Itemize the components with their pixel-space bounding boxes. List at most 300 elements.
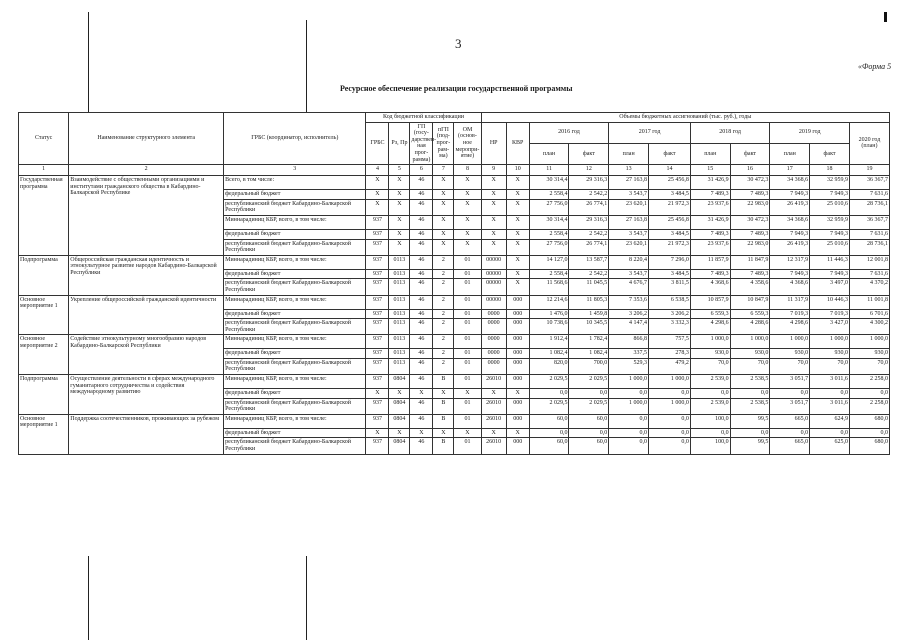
code-cell: 000 [506,414,529,428]
code-cell: X [506,279,529,295]
value-cell: 30 314,4 [529,176,569,190]
code-cell: X [389,389,410,399]
code-cell: 2 [433,255,454,269]
value-cell: 700,0 [569,358,609,374]
header-kbk: Код бюджетной классификации [366,113,481,123]
header-code-kvr: КВР [506,122,529,165]
code-cell: 2 [433,295,454,309]
code-cell: X [389,215,410,229]
value-cell: 10 857,9 [690,295,730,309]
code-cell: X [506,428,529,438]
code-cell: X [433,229,454,239]
code-cell: 000 [506,438,529,454]
value-cell: 30 472,3 [730,176,770,190]
code-cell: X [366,190,389,200]
value-cell: 70,0 [770,358,810,374]
value-cell: 337,5 [609,349,649,359]
code-cell: X [433,199,454,215]
value-cell: 13 587,7 [569,255,609,269]
code-cell: 0804 [389,414,410,428]
column-number: 4 [366,165,389,176]
grbs-cell: республиканский бюджет Кабардино-Балкарской Республики [224,279,366,295]
header-year-2019: 2019 год [770,122,850,143]
value-cell: 7 296,0 [649,255,691,269]
code-cell: X [454,176,481,190]
code-cell: 937 [366,414,389,428]
code-cell: X [433,428,454,438]
value-cell: 25 010,6 [810,199,850,215]
header-code-pgp: пГП (под-прог-рам-ма) [433,122,454,165]
column-number: 7 [433,165,454,176]
value-cell: 2 538,5 [730,398,770,414]
code-cell: X [481,389,506,399]
value-cell: 6 559,3 [690,309,730,319]
value-cell: 22 983,0 [730,239,770,255]
code-cell: 46 [410,309,433,319]
status-cell: Основное мероприятие 1 [19,414,69,454]
code-cell: 46 [410,239,433,255]
code-cell: X [506,176,529,190]
value-cell: 0,0 [649,438,691,454]
resource-table [18,112,890,455]
code-cell: 01 [454,279,481,295]
fold-line-mid [306,20,307,112]
grbs-cell: Миннарадиниц КБР, всего, в том числе: [224,375,366,389]
code-cell: 0113 [389,349,410,359]
value-cell: 1 082,4 [569,349,609,359]
value-cell: 70,0 [730,358,770,374]
code-cell: 000 [506,295,529,309]
value-cell: 1 000,0 [730,335,770,349]
code-cell: 01 [454,309,481,319]
code-cell: 937 [366,239,389,255]
value-cell: 625,0 [810,438,850,454]
status-cell: Подпрограмма [19,255,69,295]
value-cell: 2 542,2 [569,229,609,239]
form-label: «Форма 5 [858,62,892,71]
value-cell: 14 127,0 [529,255,569,269]
value-cell: 11 446,3 [810,255,850,269]
code-cell: 01 [454,349,481,359]
header-fact: факт [569,143,609,164]
value-cell: 26 774,1 [569,199,609,215]
value-cell: 930,0 [810,349,850,359]
element-name-cell: Укрепление общероссийской гражданской идентичности [69,295,224,335]
code-cell: 01 [454,414,481,428]
value-cell: 7 489,3 [690,229,730,239]
code-cell: 01 [454,438,481,454]
value-cell: 930,0 [770,349,810,359]
table-body [19,176,890,454]
code-cell: 01 [454,269,481,279]
value-cell: 10 345,5 [569,319,609,335]
value-cell: 70,0 [810,358,850,374]
value-cell: 2 029,5 [569,398,609,414]
code-cell: 46 [410,295,433,309]
code-cell: 46 [410,398,433,414]
code-cell: X [506,199,529,215]
value-cell: 0,0 [609,438,649,454]
code-cell: 46 [410,349,433,359]
value-cell: 3 011,6 [810,375,850,389]
code-cell: 01 [454,335,481,349]
column-number: 11 [529,165,569,176]
value-cell: 30 472,3 [730,215,770,229]
code-cell: X [481,190,506,200]
value-cell: 26 774,1 [569,239,609,255]
value-cell: 7 949,3 [770,269,810,279]
code-cell: X [389,239,410,255]
value-cell: 2 558,4 [529,190,569,200]
code-cell: 0113 [389,295,410,309]
value-cell: 0,0 [529,389,569,399]
value-cell: 31 426,9 [690,215,730,229]
value-cell: 3 011,6 [810,398,850,414]
value-cell: 60,0 [569,438,609,454]
code-cell: 000 [506,358,529,374]
value-cell: 99,5 [730,438,770,454]
header-code-rzpr: Рз, Пр [389,122,410,165]
value-cell: 34 368,6 [770,215,810,229]
value-cell: 4 288,6 [730,319,770,335]
value-cell: 0,0 [770,389,810,399]
value-cell: 25 010,6 [810,239,850,255]
value-cell: 2 538,5 [730,375,770,389]
code-cell: 46 [410,358,433,374]
grbs-cell: республиканский бюджет Кабардино-Балкарской Республики [224,398,366,414]
value-cell: 3 206,2 [649,309,691,319]
header-year-2020: 2020 год (план) [849,122,889,165]
code-cell: 0804 [389,375,410,389]
value-cell: 10 847,9 [730,295,770,309]
value-cell: 7 019,3 [810,309,850,319]
value-cell: 36 367,7 [849,176,889,190]
fold-line-mid-bottom [306,556,307,640]
code-cell: 937 [366,335,389,349]
status-cell: Подпрограмма [19,375,69,415]
value-cell: 2 029,5 [569,375,609,389]
value-cell: 2 258,0 [849,398,889,414]
value-cell: 60,0 [569,414,609,428]
value-cell: 2 029,5 [529,375,569,389]
value-cell: 4 147,4 [609,319,649,335]
value-cell: 27 756,0 [529,239,569,255]
value-cell: 11 805,3 [569,295,609,309]
margin-mark [884,12,887,22]
value-cell: 26 419,3 [770,239,810,255]
code-cell: X [454,428,481,438]
value-cell: 2 258,0 [849,375,889,389]
code-cell: 0113 [389,309,410,319]
value-cell: 25 456,8 [649,215,691,229]
value-cell: 1 000,0 [649,398,691,414]
column-number: 10 [506,165,529,176]
value-cell: 12 214,6 [529,295,569,309]
code-cell: 46 [410,190,433,200]
table-row [19,375,890,389]
value-cell: 1 000,0 [849,335,889,349]
status-cell: Основное мероприятие 2 [19,335,69,375]
code-cell: 01 [454,255,481,269]
value-cell: 3 811,5 [649,279,691,295]
code-cell: X [389,229,410,239]
code-cell: 0000 [481,349,506,359]
code-cell: 000 [506,319,529,335]
column-number: 13 [609,165,649,176]
value-cell: 60,0 [529,414,569,428]
value-cell: 6 701,6 [849,309,889,319]
header-plan: план [529,143,569,164]
code-cell: X [481,428,506,438]
header-plan: план [690,143,730,164]
value-cell: 680,0 [849,414,889,428]
value-cell: 7 489,3 [730,269,770,279]
value-cell: 3 051,7 [770,398,810,414]
header-year-2018: 2018 год [690,122,770,143]
header-status: Статус [19,113,69,165]
value-cell: 32 959,9 [810,176,850,190]
value-cell: 0,0 [649,389,691,399]
value-cell: 1 000,0 [649,375,691,389]
code-cell: 000 [506,349,529,359]
value-cell: 7 489,3 [690,269,730,279]
grbs-cell: Миннарадиниц КБР, всего, в том числе: [224,414,366,428]
code-cell: X [433,190,454,200]
code-cell: 937 [366,255,389,269]
code-cell: X [366,176,389,190]
value-cell: 7 949,3 [810,269,850,279]
code-cell: X [454,389,481,399]
value-cell: 0,0 [569,389,609,399]
value-cell: 0,0 [690,428,730,438]
code-cell: 00000 [481,279,506,295]
code-cell: X [454,190,481,200]
value-cell: 680,0 [849,438,889,454]
code-cell: X [410,389,433,399]
grbs-cell: республиканский бюджет Кабардино-Балкарской Республики [224,239,366,255]
value-cell: 11 317,9 [770,295,810,309]
header-code-gp: ГП (госу-дарствен-ная прог-рамма) [410,122,433,165]
header-plan: план [609,143,649,164]
value-cell: 21 972,3 [649,199,691,215]
code-cell: 0000 [481,335,506,349]
element-name-cell: Содействие этнокультурному многообразию народов Кабардино-Балкарской Республики [69,335,224,375]
table-row [19,176,890,190]
value-cell: 7 631,6 [849,229,889,239]
code-cell: 0000 [481,358,506,374]
table-row [19,255,890,269]
value-cell: 100,0 [690,438,730,454]
value-cell: 0,0 [649,414,691,428]
grbs-cell: республиканский бюджет Кабардино-Балкарской Республики [224,319,366,335]
fold-line-left [88,12,89,112]
value-cell: 7 019,3 [770,309,810,319]
code-cell: 2 [433,335,454,349]
code-cell: 937 [366,269,389,279]
code-cell: 00000 [481,255,506,269]
value-cell: 1 000,0 [810,335,850,349]
value-cell: 25 456,8 [649,176,691,190]
value-cell: 0,0 [849,428,889,438]
value-cell: 3 484,5 [649,190,691,200]
column-number: 2 [69,165,224,176]
value-cell: 2 029,5 [529,398,569,414]
value-cell: 1 082,4 [529,349,569,359]
code-cell: 26010 [481,398,506,414]
code-cell: 2 [433,319,454,335]
code-cell: 0113 [389,279,410,295]
value-cell: 3 497,0 [810,279,850,295]
value-cell: 0,0 [810,389,850,399]
grbs-cell: федеральный бюджет [224,389,366,399]
grbs-cell: федеральный бюджет [224,229,366,239]
column-number: 3 [224,165,366,176]
code-cell: 01 [454,295,481,309]
code-cell: В [433,438,454,454]
value-cell: 1 000,0 [609,398,649,414]
table-row [19,295,890,309]
code-cell: X [389,199,410,215]
value-cell: 820,0 [529,358,569,374]
value-cell: 70,0 [690,358,730,374]
value-cell: 7 949,3 [770,229,810,239]
value-cell: 23 937,6 [690,199,730,215]
code-cell: X [433,176,454,190]
value-cell: 930,0 [730,349,770,359]
value-cell: 1 000,0 [770,335,810,349]
value-cell: 4 368,6 [770,279,810,295]
code-cell: 937 [366,349,389,359]
column-number: 16 [730,165,770,176]
code-cell: X [433,215,454,229]
code-cell: 46 [410,319,433,335]
value-cell: 11 847,9 [730,255,770,269]
header-fact: факт [730,143,770,164]
value-cell: 930,0 [690,349,730,359]
value-cell: 278,3 [649,349,691,359]
code-cell: X [454,229,481,239]
value-cell: 4 370,2 [849,279,889,295]
value-cell: 0,0 [770,428,810,438]
code-cell: X [389,428,410,438]
code-cell: 937 [366,309,389,319]
code-cell: X [481,239,506,255]
value-cell: 60,0 [529,438,569,454]
grbs-cell: республиканский бюджет Кабардино-Балкарской Республики [224,438,366,454]
code-cell: 2 [433,349,454,359]
code-cell: 26010 [481,375,506,389]
value-cell: 26 419,3 [770,199,810,215]
value-cell: 479,2 [649,358,691,374]
value-cell: 11 001,8 [849,295,889,309]
value-cell: 0,0 [649,428,691,438]
column-numbers-row [19,165,890,176]
value-cell: 1 912,4 [529,335,569,349]
code-cell: В [433,414,454,428]
code-cell: 2 [433,358,454,374]
value-cell: 11 857,9 [690,255,730,269]
grbs-cell: федеральный бюджет [224,269,366,279]
code-cell: X [433,389,454,399]
value-cell: 0,0 [690,389,730,399]
header-fact: факт [649,143,691,164]
value-cell: 1 476,0 [529,309,569,319]
code-cell: 937 [366,215,389,229]
value-cell: 665,0 [770,438,810,454]
value-cell: 27 163,8 [609,176,649,190]
code-cell: X [389,190,410,200]
code-cell: 937 [366,229,389,239]
code-cell: X [481,215,506,229]
column-number: 19 [849,165,889,176]
code-cell: X [481,176,506,190]
code-cell: 46 [410,176,433,190]
grbs-cell: республиканский бюджет Кабардино-Балкарской Республики [224,358,366,374]
value-cell: 0,0 [810,428,850,438]
code-cell: 2 [433,279,454,295]
code-cell: 46 [410,199,433,215]
status-cell: Государственная программа [19,176,69,256]
header-plan: план [770,143,810,164]
code-cell: X [454,199,481,215]
code-cell: 937 [366,319,389,335]
grbs-cell: федеральный бюджет [224,309,366,319]
element-name-cell: Поддержка соотечественников, проживающих за рубежом [69,414,224,454]
value-cell: 32 959,9 [810,215,850,229]
code-cell: 46 [410,229,433,239]
code-cell: X [389,176,410,190]
code-cell: X [433,239,454,255]
header-code-nr: НР [481,122,506,165]
value-cell: 757,5 [649,335,691,349]
value-cell: 30 314,4 [529,215,569,229]
code-cell: 937 [366,438,389,454]
value-cell: 0,0 [730,389,770,399]
code-cell: X [506,239,529,255]
value-cell: 2 542,2 [569,269,609,279]
code-cell: 46 [410,375,433,389]
code-cell: 0113 [389,358,410,374]
value-cell: 28 736,1 [849,199,889,215]
code-cell: 000 [506,375,529,389]
code-cell: X [366,199,389,215]
code-cell: X [481,229,506,239]
code-cell: 000 [506,335,529,349]
value-cell: 2 539,0 [690,398,730,414]
value-cell: 2 542,2 [569,190,609,200]
code-cell: 01 [454,398,481,414]
code-cell: 2 [433,269,454,279]
code-cell: 0804 [389,398,410,414]
code-cell: X [506,229,529,239]
code-cell: 0804 [389,438,410,454]
code-cell: X [454,239,481,255]
code-cell: В [433,398,454,414]
code-cell: 01 [454,319,481,335]
value-cell: 0,0 [529,428,569,438]
value-cell: 11 568,6 [529,279,569,295]
value-cell: 3 427,0 [810,319,850,335]
code-cell: 46 [410,255,433,269]
value-cell: 31 426,9 [690,176,730,190]
code-cell: 26010 [481,414,506,428]
value-cell: 4 676,7 [609,279,649,295]
value-cell: 23 620,1 [609,239,649,255]
page-title: Ресурсное обеспечение реализации государственной программы [340,84,573,93]
code-cell: 000 [506,309,529,319]
code-cell: X [506,190,529,200]
value-cell: 29 316,3 [569,215,609,229]
